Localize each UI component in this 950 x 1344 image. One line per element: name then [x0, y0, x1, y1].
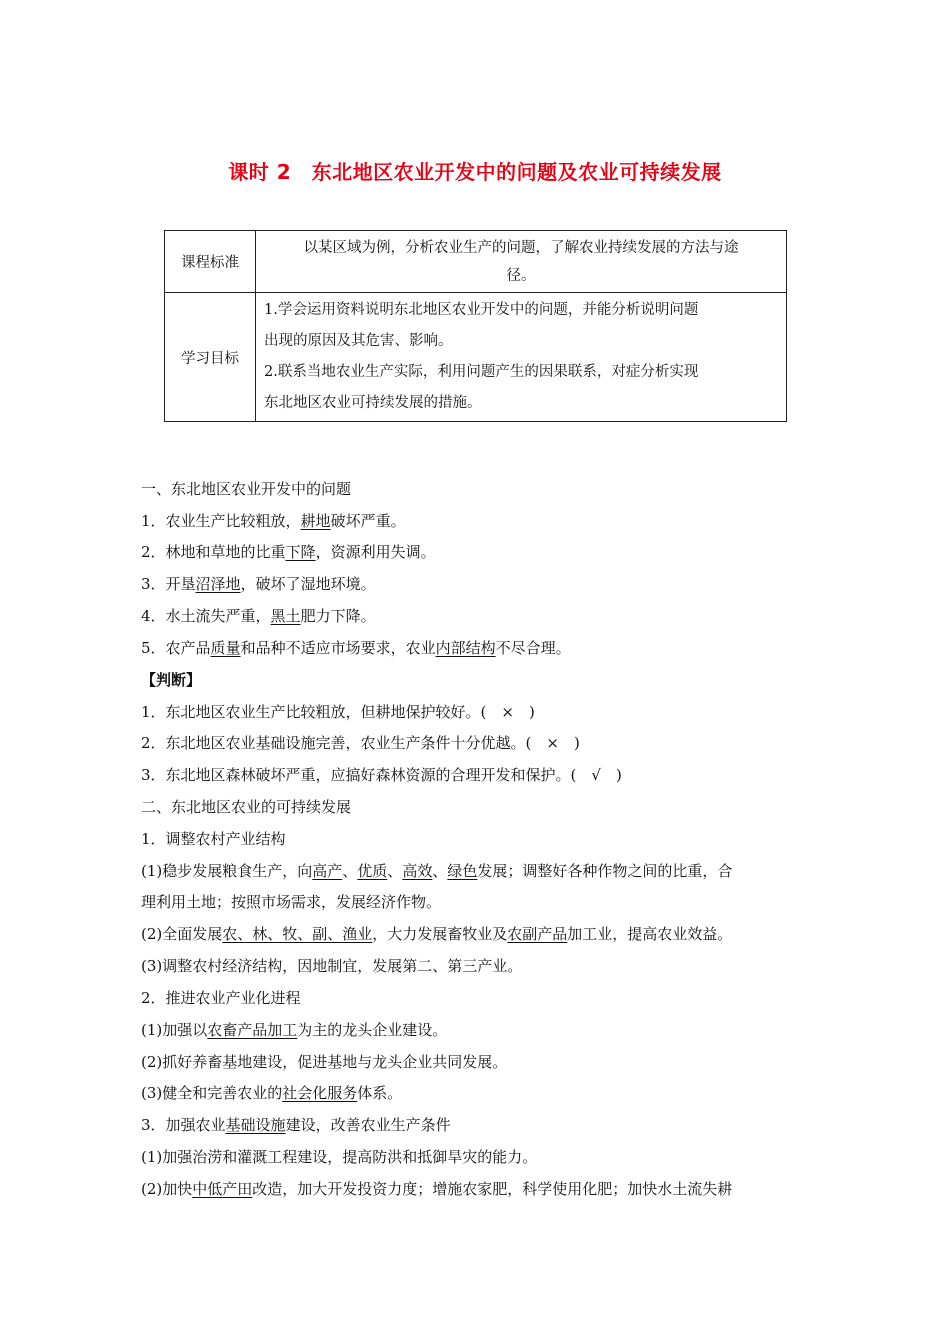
text-segment: 不尽合理。 — [495, 639, 571, 657]
underlined-answer: 沼泽地 — [195, 575, 241, 593]
judge-item: 2．东北地区农业基础设施完善，农业生产条件十分优越。( × ) — [141, 734, 580, 752]
text-segment: 为主的龙头企业建设。 — [297, 1021, 448, 1039]
text-segment: 和品种不适应市场要求，农业 — [240, 639, 436, 657]
paragraph-line — [141, 924, 732, 944]
row-label-standard: 课程标准 — [165, 231, 256, 293]
underlined-answer: 农、林、牧、副、渔业 — [222, 925, 373, 943]
text-segment: ，大力发展畜牧业及 — [372, 925, 508, 943]
page-title: 课时 2 东北地区农业开发中的问题及农业可持续发展 — [228, 160, 722, 184]
paragraph-line — [141, 861, 732, 881]
text-segment: 发展；调整好各种作物之间的比重，合 — [477, 862, 733, 880]
row-label-goals: 学习目标 — [165, 293, 256, 422]
underlined-answer: 内部结构 — [435, 639, 496, 657]
judge-item: 1．东北地区农业生产比较粗放，但耕地保护较好。( × ) — [141, 703, 535, 721]
text-segment: 、 — [432, 862, 448, 880]
underlined-answer: 基础设施 — [225, 1116, 286, 1134]
underlined-answer: 质量 — [210, 639, 241, 657]
paragraph-line: 理利用土地；按照市场需求，发展经济作物。 — [141, 893, 442, 911]
text-segment: 建设，改善农业生产条件 — [285, 1116, 451, 1134]
underlined-answer: 优质 — [357, 862, 388, 880]
text-segment: (3)健全和完善农业的 — [141, 1084, 283, 1102]
text-segment: 5．农产品 — [141, 639, 211, 657]
paragraph-line — [141, 1179, 732, 1199]
standard-text: 以某区域为例，分析农业生产的问题，了解农业持续发展的方法与途 径。 — [256, 231, 787, 293]
judge-item: 3．东北地区森林破坏严重，应搞好森林资源的合理开发和保护。( √ ) — [141, 766, 622, 784]
list-item — [141, 511, 406, 531]
paragraph-line: (1)加强治涝和灌溉工程建设，提高防洪和抵御旱灾的能力。 — [141, 1148, 538, 1166]
list-item — [141, 638, 571, 658]
underlined-answer: 耕地 — [300, 512, 331, 530]
text-segment: 3．加强农业 — [141, 1116, 226, 1134]
table-row — [165, 293, 787, 422]
underlined-answer: 高效 — [402, 862, 433, 880]
subheading — [141, 1115, 451, 1135]
judge-heading: 【判断】 — [141, 671, 202, 689]
text-segment: (1)加强以 — [141, 1021, 208, 1039]
text-segment: 、 — [387, 862, 403, 880]
text-segment: 体系。 — [357, 1084, 403, 1102]
underlined-answer: 农副产品 — [507, 925, 568, 943]
text-segment: 加工业，提高农业效益。 — [567, 925, 733, 943]
section-heading: 一、东北地区农业开发中的问题 — [141, 480, 352, 498]
paragraph-line: (3)调整农村经济结构，因地制宜，发展第二、第三产业。 — [141, 957, 523, 975]
table-row — [165, 231, 787, 293]
list-item — [141, 542, 436, 562]
text-segment: 、 — [342, 862, 358, 880]
text-segment: 1．农业生产比较粗放， — [141, 512, 301, 530]
text-segment: ，资源利用失调。 — [315, 543, 436, 561]
text-segment: (2)全面发展 — [141, 925, 223, 943]
text-segment: 改造，加大开发投资力度；增施农家肥，科学使用化肥；加快水土流失耕 — [252, 1180, 733, 1198]
text-segment: (2)加快 — [141, 1180, 193, 1198]
underlined-answer: 绿色 — [447, 862, 478, 880]
section-heading: 二、东北地区农业的可持续发展 — [141, 798, 352, 816]
paragraph-line — [141, 1083, 402, 1103]
underlined-answer: 黑土 — [270, 607, 301, 625]
text-segment: (1)稳步发展粮食生产，向 — [141, 862, 313, 880]
underlined-answer: 中低产田 — [192, 1180, 253, 1198]
underlined-answer: 社会化服务 — [282, 1084, 358, 1102]
subheading: 2．推进农业产业化进程 — [141, 989, 301, 1007]
paragraph-line: (2)抓好养畜基地建设，促进基地与龙头企业共同发展。 — [141, 1053, 508, 1071]
text-segment: 破坏严重。 — [330, 512, 406, 530]
goals-text: 1.学会运用资料说明东北地区农业开发中的问题，并能分析说明问题 出现的原因及其危害、影响。 2.联系当地农业生产实际，利用问题产生的因果联系，对症分析实现 东北地区农业可持续发展的措施。 — [256, 293, 787, 422]
subheading: 1．调整农村产业结构 — [141, 830, 286, 848]
list-item — [141, 606, 376, 626]
curriculum-table — [164, 230, 787, 422]
list-item — [141, 574, 376, 594]
text-segment: ，破坏了湿地环境。 — [240, 575, 376, 593]
text-segment: 4．水土流失严重， — [141, 607, 271, 625]
text-segment: 2．林地和草地的比重 — [141, 543, 286, 561]
underlined-answer: 高产 — [312, 862, 343, 880]
paragraph-line — [141, 1020, 447, 1040]
underlined-answer: 下降 — [285, 543, 316, 561]
text-segment: 肥力下降。 — [300, 607, 376, 625]
text-segment: 3．开垦 — [141, 575, 196, 593]
underlined-answer: 农畜产品加工 — [207, 1021, 298, 1039]
